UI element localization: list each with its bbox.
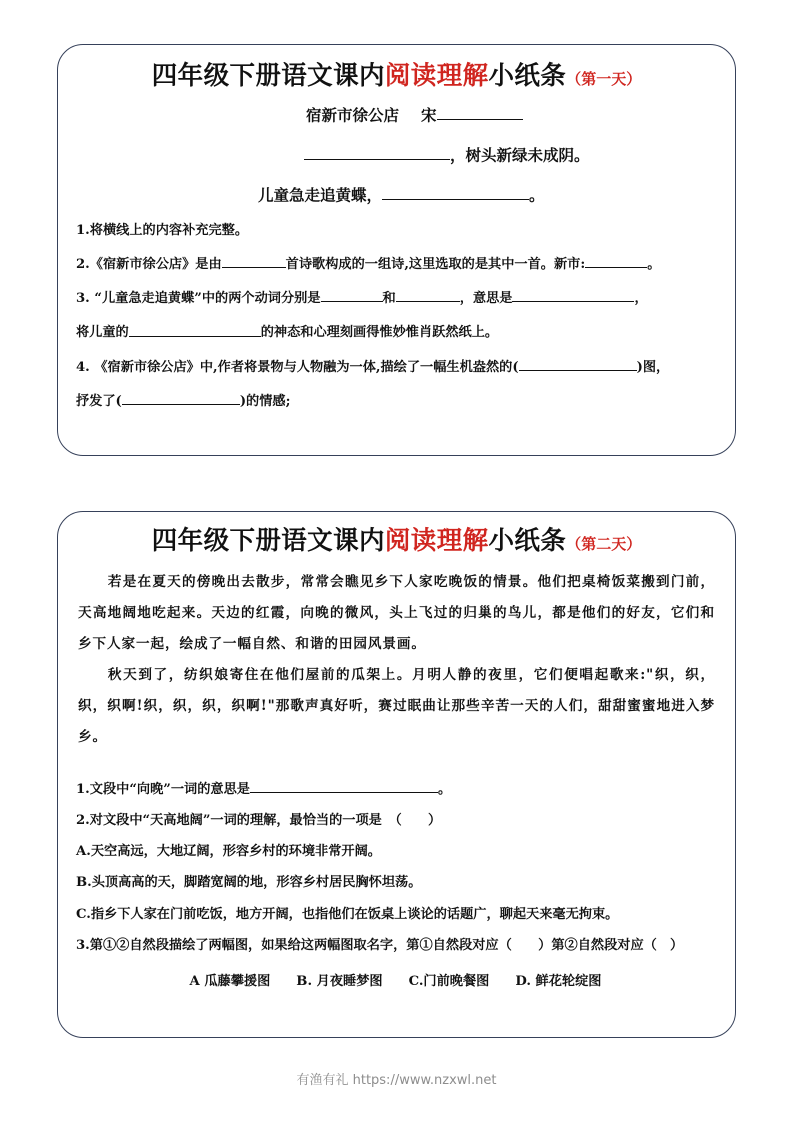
question-1-text: 1.将横线上的内容补充完整。	[76, 222, 249, 238]
poem-line-1	[58, 144, 735, 163]
card-1-day-label: （第一天）	[566, 70, 642, 88]
question-3-text-d: ，	[634, 291, 648, 307]
card-2-question-3-text: 3.第①②自然段描绘了两幅图，如果给这两幅图取名字，第①自然段对应（ ）第②自然段对应（ ）	[76, 937, 684, 953]
card-2-title	[58, 526, 735, 556]
question-3-blank-3[interactable]	[512, 288, 634, 302]
question-4-blank-2[interactable]	[122, 391, 240, 405]
card-2-question-1	[76, 779, 715, 796]
question-3-text-b: 和	[382, 291, 396, 307]
poem-block	[58, 104, 735, 203]
question-3-cont-blank[interactable]	[129, 322, 261, 336]
card-2-question-3	[76, 939, 715, 952]
poem-line-1-text: ，树头新绿未成阴。	[450, 145, 590, 164]
card-2-question-2-text: 2.对文段中“天高地阔”一词的理解，最恰当的一项是 （ ）	[76, 812, 442, 828]
passage-paragraph-1: 若是在夏天的傍晚出去散步，常常会瞧见乡下人家吃晚饭的情景。他们把桌椅饭菜搬到门前，天高地阔地吃起来。天边的红霞，向晚的微风，头上飞过的归巢的鸟儿，都是他们的好友，它们和乡下人家一起，绘成了一幅自然、和谐的田园风景画。	[78, 573, 715, 652]
card-2-option-c-text: C.指乡下人家在门前吃饭，地方开阔，也指他们在饭桌上谈论的话题广，聊起天来毫无拘束。	[76, 906, 619, 922]
question-2-text-b: 首诗歌构成的一组诗,这里选取的是其中一首。新市:	[285, 256, 586, 272]
card-2-question-2	[76, 814, 715, 827]
card-2-question-1-end: 。	[438, 781, 452, 797]
question-2-blank-1[interactable]	[222, 254, 286, 268]
worksheet-card-day-1	[57, 44, 736, 456]
question-3-continued	[76, 322, 718, 339]
poem-line-2-text: 儿童急走追黄蝶，	[258, 185, 383, 204]
question-3-number: 3.	[76, 291, 90, 307]
card-2-option-c[interactable]	[76, 908, 715, 921]
question-3-text-c: ，意思是	[459, 291, 513, 307]
poem-author-blank[interactable]	[437, 104, 523, 121]
poem-line-2	[58, 184, 735, 203]
card-2-day-label: （第二天）	[566, 535, 642, 553]
question-3	[76, 288, 718, 305]
question-1	[76, 224, 718, 237]
card-2-option-b[interactable]	[76, 876, 715, 889]
question-4-blank-1[interactable]	[519, 357, 637, 371]
question-2-text-c: 。	[647, 256, 661, 272]
answer-choice-b[interactable]: B. 月夜睡梦图	[296, 973, 383, 989]
question-2	[76, 254, 718, 271]
answer-choice-a[interactable]: A 瓜藤攀援图	[189, 973, 271, 989]
worksheet-card-day-2	[57, 511, 736, 1038]
card-2-answer-choices	[76, 970, 715, 989]
question-3-cont-text-a: 将儿童的	[76, 325, 129, 341]
reading-passage	[58, 567, 735, 753]
question-2-text-a: 2.《宿新市徐公店》是由	[76, 256, 222, 272]
question-4-continued	[76, 391, 718, 408]
question-4-cont-text-a: 抒发了(	[76, 394, 122, 410]
card-2-option-a-text: A.天空高远，大地辽阔，形容乡村的环境非常开阔。	[76, 844, 381, 860]
footer-watermark	[0, 1069, 793, 1088]
footer-watermark-text: 有渔有礼 https://www.nzxwl.net	[296, 1073, 497, 1088]
card-2-question-1-text: 1.文段中“向晚”一词的意思是	[76, 781, 250, 797]
answer-choice-c[interactable]: C.门前晚餐图	[408, 973, 490, 989]
question-3-blank-1[interactable]	[321, 288, 383, 302]
card-1-title-highlight: 阅读理解	[384, 61, 489, 91]
question-2-blank-2[interactable]	[585, 254, 647, 268]
question-3-cont-text-b: 的神态和心理刻画得惟妙惟肖跃然纸上。	[260, 325, 499, 341]
poem-line-2-blank[interactable]	[382, 184, 529, 201]
card-2-title-part-2: 小纸条	[488, 526, 567, 556]
card-1-question-list	[58, 224, 735, 409]
question-4-number: 4.	[76, 360, 90, 376]
poem-title: 宿新市徐公店	[306, 105, 400, 124]
question-4	[76, 357, 718, 374]
poem-line-2-end: 。	[529, 185, 545, 204]
passage-paragraph-2: 秋天到了，纺织娘寄住在他们屋前的瓜架上。月明人静的夜里，它们便唱起歌来:"织，织，织，织啊!织，织，织，织啊!"那歌声真好听，赛过眠曲让那些辛苦一天的人们，甜甜蜜蜜地进入梦乡。	[78, 666, 715, 745]
question-4-text-b: )图，	[636, 360, 670, 376]
poem-author-dynasty: 宋	[421, 105, 437, 124]
card-2-title-highlight: 阅读理解	[384, 526, 489, 556]
card-1-title-part-1: 四年级下册语文课内	[151, 61, 385, 91]
question-3-blank-2[interactable]	[396, 288, 460, 302]
card-2-question-list	[58, 779, 735, 989]
poem-heading	[58, 104, 735, 123]
card-1-title	[58, 61, 735, 91]
card-2-question-1-blank[interactable]	[250, 779, 438, 793]
card-2-option-b-text: B.头顶高高的天，脚踏宽阔的地，形容乡村居民胸怀坦荡。	[76, 875, 422, 891]
poem-line-1-blank[interactable]	[304, 144, 450, 161]
question-4-cont-text-b: )的情感;	[239, 394, 291, 410]
card-2-title-part-1: 四年级下册语文课内	[151, 526, 385, 556]
question-3-text-a: “儿童急走追黄蝶”中的两个动词分别是	[94, 291, 321, 307]
card-2-option-a[interactable]	[76, 845, 715, 858]
question-4-text-a: 《宿新市徐公店》中,作者将景物与人物融为一体,描绘了一幅生机盎然的(	[94, 360, 519, 376]
answer-choice-d[interactable]: D. 鲜花轮绽图	[515, 973, 602, 989]
card-1-title-part-2: 小纸条	[488, 61, 567, 91]
